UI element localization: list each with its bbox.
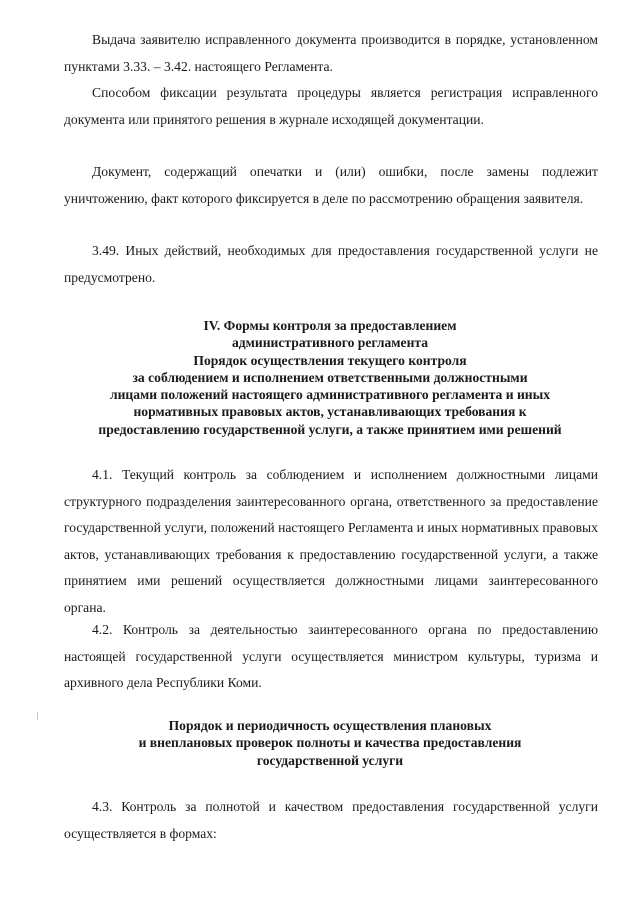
heading-line: государственной услуги (256, 752, 404, 768)
heading-line: административного регламента (231, 335, 429, 351)
heading-line: и внеплановых проверок полноты и качества предоставления (138, 735, 522, 751)
paragraph-4-1: 4.1. Текущий контроль за соблюдением и исполнением должностными лицами структурного подразделения заинтересованного органа, ответственного за предоставление государственной услуги, положений настоящего Регламента и иных нормативных правовых актов, устанавливающих требования к предоставлению государственной услуги, а также принятием ими решений осуществляется должностными лицами заинтересованного органа. (64, 467, 598, 615)
paragraph-3-49: 3.49. Иных действий, необходимых для предоставления государственной услуги не предусмотрено. (64, 243, 598, 285)
heading-line: нормативных правовых актов, устанавливающих требования к (133, 404, 527, 420)
heading-line: лицами положений настоящего административного регламента и иных (109, 387, 551, 403)
paragraph-4-3: 4.3. Контроль за полнотой и качеством предоставления государственной услуги осуществляется в формах: (64, 799, 598, 841)
paragraph-fixation: Способом фиксации результата процедуры является регистрация исправленного документа или принятого решения в журнале исходящей документации. (64, 85, 598, 127)
checks-heading (40, 717, 620, 769)
paragraph-4-2: 4.2. Контроль за деятельностью заинтересованного органа по предоставлению настоящей государственной услуги осуществляется министром культуры, туризма и архивного дела Республики Коми. (64, 622, 598, 690)
section-4-heading (40, 317, 620, 438)
margin-mark (37, 712, 38, 720)
heading-line: предоставлению государственной услуги, а также принятием ими решений (98, 421, 562, 437)
heading-line: IV. Формы контроля за предоставлением (203, 318, 457, 333)
heading-line: Порядок и периодичность осуществления плановых (168, 718, 492, 733)
heading-line: Порядок осуществления текущего контроля (193, 352, 467, 368)
heading-line: за соблюдением и исполнением ответственными должностными (132, 369, 528, 385)
paragraph-issuance: Выдача заявителю исправленного документа производится в порядке, установленном пунктами 3.33. – 3.42. настоящего Регламента. (64, 32, 598, 74)
paragraph-destruction: Документ, содержащий опечатки и (или) ошибки, после замены подлежит уничтожению, факт которого фиксируется в деле по рассмотрению обращения заявителя. (64, 164, 598, 206)
